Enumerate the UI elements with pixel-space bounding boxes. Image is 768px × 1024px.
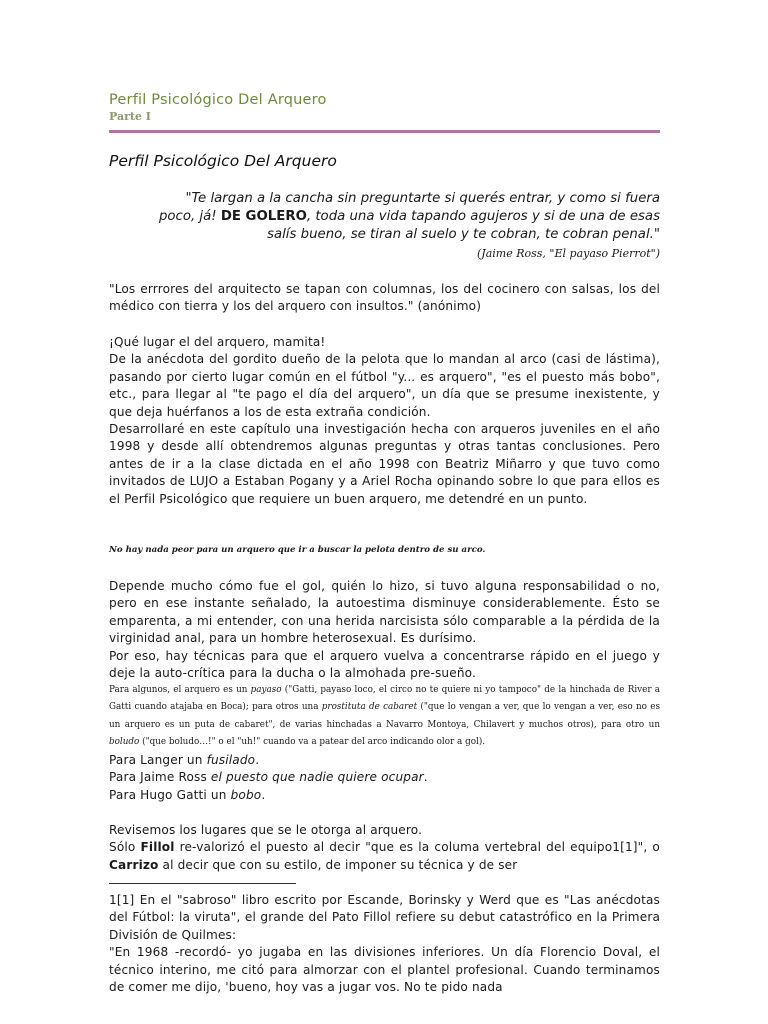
paragraph-nicknames <box>109 682 660 752</box>
paragraph-revisemos <box>109 822 660 874</box>
italic-term: boludo <box>109 737 140 748</box>
text-span: Para Langer un <box>109 753 207 767</box>
quote-line-2 <box>109 208 660 226</box>
text-span: . <box>423 770 428 785</box>
footnote-divider <box>109 883 296 884</box>
text-span: Para algunos, el arquero es un <box>109 685 251 695</box>
text-span: re-valorizó el puesto al decir "que es la columa vertebral del equipo1[1]", o <box>174 840 660 855</box>
paragraph-depende: Depende mucho cómo fue el gol, quién lo hizo, si tuvo alguna responsabilidad o no, pero en ese instante señalado, la autoestima disminuye considerablemente. Ésto se emparenta, a mi entender, con una herida narcisista sólo comparable a la pérdida de la virginidad anal, para un hombre heterosexual. Es durísimo. <box>109 579 660 646</box>
italic-term: fusilado <box>206 753 256 767</box>
text-span: ("que lo vengan a ver, que lo vengan a ver, eso no es un arquero es un puta de cabaret", de varias hinchadas a Navarro Montoya, Chilavert y muchos otros), para otro un <box>109 702 660 730</box>
list-line-gatti <box>109 787 660 804</box>
paragraph-lugar-body: De la anécdota del gordito dueño de la pelota que lo mandan al arco (casi de lástima), pasando por cierto lugar común en el fútbol "y... es arquero", "es el puesto más bobo", etc., para llegar al "te pago el día del arquero", un día que se presume inexistente, y que deja huérfanos a los de esta extraña condición. <box>109 352 660 419</box>
footnote <box>109 892 660 996</box>
text-span: Para Hugo Gatti un <box>109 787 231 802</box>
quote-line-3: salís bueno, se tiran al suelo y te cobran, te cobran penal." <box>267 227 660 242</box>
header-divider <box>109 130 660 133</box>
bold-statement: No hay nada peor para un arquero que ir a buscar la pelota dentro de su arco. <box>109 545 486 555</box>
text-span: . <box>255 753 260 767</box>
epigraph-quote <box>109 190 660 244</box>
italic-term: prostituta de cabaret <box>321 702 418 713</box>
text-span: Para Jaime Ross <box>109 770 211 785</box>
header-subtitle: Parte I <box>109 110 151 123</box>
text-span: al decir que con su estilo, de imponer su técnica y de ser <box>158 857 518 872</box>
italic-term: el puesto que nadie quiere ocupar <box>210 770 424 785</box>
paragraph-lugar-title: ¡Qué lugar el del arquero, mamita! <box>109 335 326 349</box>
italic-term: bobo <box>230 787 262 802</box>
paragraph-errores: "Los errrores del arquitecto se tapan con columnas, los del cocinero con salsas, los del médico con tierra y los del arquero con insultos." (anónimo) <box>109 282 660 314</box>
paragraph-para-list <box>109 752 660 804</box>
footnote-text-1: 1[1] En el "sabroso" libro escrito por Escande, Borinsky y Werd que es "Las anécdotas del Fútbol: la viruta", el grande del Pato Fillol refiere su debut catastrófico en la Primera División de Quilmes: <box>109 893 660 942</box>
text-span: Sólo <box>109 840 141 855</box>
text-span: ("Gatti, payaso loco, el circo no te quiere ni yo tampoco" de la hinchada de River a Gatti cuando atajaba en Boca); para otros una <box>109 685 660 713</box>
quote-bold: DE GOLERO <box>220 209 307 224</box>
paragraph-tecnicas: Por eso, hay técnicas para que el arquero vuelva a concentrarse rápido en el juego y deje la auto-crítica para la ducha o la almohada pre-sueño. <box>109 649 660 681</box>
quote-line-1: "Te largan a la cancha sin preguntarte si querés entrar, y como si fuera <box>185 191 660 206</box>
quote-text: , toda una vida tapando agujeros y si de una de esas <box>306 209 660 224</box>
list-line-langer <box>109 752 660 769</box>
footnote-text-2: "En 1968 -recordó- yo jugaba en las divisiones inferiores. Un día Florencio Doval, el técnico interino, me citó para almorzar con el plantel profesional. Cuando terminamos de comer me dijo, 'bueno, hoy vas a jugar vos. No te pido nada <box>109 945 660 995</box>
paragraph-lugar <box>109 334 660 421</box>
text-span: ("que boludo…!" o el "uh!" cuando va a patear del arco indicando olor a gol). <box>139 737 486 748</box>
section-heading: Perfil Psicológico Del Arquero <box>109 152 337 170</box>
quote-attribution: (Jaime Ross, "El payaso Pierrot") <box>477 247 660 260</box>
quote-text: poco, já! <box>158 209 221 224</box>
text-span: . <box>261 787 266 802</box>
fillol-text <box>109 840 660 871</box>
header-title: Perfil Psicológico Del Arquero <box>109 92 327 108</box>
list-line-ross <box>109 769 660 786</box>
paragraph-desarrollare: Desarrollaré en este capítulo una investigación hecha con arqueros juveniles en el año 1998 y desde allí obtendremos algunas preguntas y otras tantas conclusiones. Pero antes de ir a la clase dictada en el año 1998 con Beatriz Miñarro y que tuvo como invitados de LUJO a Estaban Pogany y a Ariel Rocha opinando sobre lo que para ellos es el Perfil Psicológico que requiere un buen arquero, me detendré en un punto. <box>109 422 660 506</box>
bold-name: Fillol <box>140 840 175 855</box>
revisemos-line: Revisemos los lugares que se le otorga al arquero. <box>109 823 423 837</box>
italic-term: payaso <box>250 685 282 695</box>
bold-name: Carrizo <box>109 857 159 872</box>
